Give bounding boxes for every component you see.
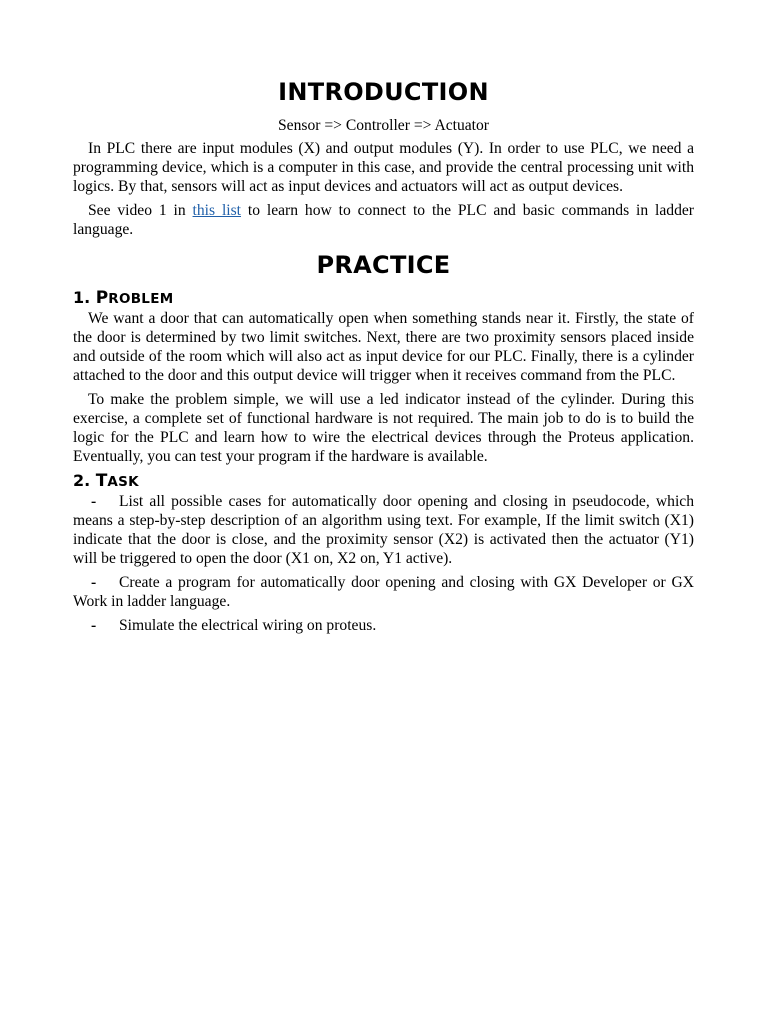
intro-paragraph-1: In PLC there are input modules (X) and output modules (Y). In order to use PLC, we need a programming device, which is a computer in this case, and provide the central processing unit with logics. By that, sensors will act as input devices and actuators will act as output devices. <box>73 140 694 195</box>
task-item-2 <box>73 573 694 611</box>
problem-paragraph-1: We want a door that can automatically open when something stands near it. Firstly, the state of the door is determined by two limit switches. Next, there are two proximity sensors placed inside and outside of the room which will also act as input device for our PLC. Finally, there is a cylinder attached to the door and this output device will trigger when it receives command from the PLC. <box>73 310 694 384</box>
introduction-heading: INTRODUCTION <box>278 78 489 106</box>
bullet-dash: - <box>91 574 97 591</box>
practice-heading: PRACTICE <box>316 251 451 279</box>
problem-title-initial: P <box>95 288 109 308</box>
intro-paragraph-2 <box>73 201 694 239</box>
bullet-dash: - <box>91 493 97 510</box>
task-item-3-text: Simulate the electrical wiring on proteus. <box>119 617 377 634</box>
task-title-rest: ASK <box>107 474 139 490</box>
bullet-dash: - <box>91 617 97 634</box>
task-item-1 <box>73 492 694 568</box>
task-item-2-text: Create a program for automatically door opening and closing with GX Developer or GX Work in ladder language. <box>73 574 694 610</box>
problem-number: 1. <box>73 288 96 307</box>
task-item-3 <box>73 616 694 635</box>
problem-title-rest: ROBLEM <box>108 291 174 307</box>
task-number: 2. <box>73 471 96 490</box>
problem-paragraph-2: To make the problem simple, we will use a led indicator instead of the cylinder. During this exercise, a complete set of functional hardware is not required. The main job to do is to build the logic for the PLC and learn how to wire the electrical devices through the Proteus application. Eventually, you can test your program if the hardware is available. <box>73 391 694 465</box>
task-heading <box>73 471 694 492</box>
problem-heading <box>73 288 694 309</box>
signal-flow-line: Sensor => Controller => Actuator <box>277 117 489 134</box>
task-title-initial: T <box>95 471 108 491</box>
this-list-link[interactable]: this list <box>192 202 242 219</box>
task-item-1-text: List all possible cases for automatically door opening and closing in pseudocode, which means a step-by-step description of an algorithm using text. For example, If the limit switch (X1) indicate that the door is close, and the proximity sensor (X2) is activated then the actuator (Y1) will be triggered to open the door (X1 on, X2 on, Y1 active). <box>73 493 694 567</box>
intro-paragraph-2-start: See video 1 in <box>88 202 193 219</box>
intro-paragraph-2-end: to learn how to connect to the PLC and basic commands in ladder language. <box>73 202 694 238</box>
document-page <box>73 72 694 640</box>
